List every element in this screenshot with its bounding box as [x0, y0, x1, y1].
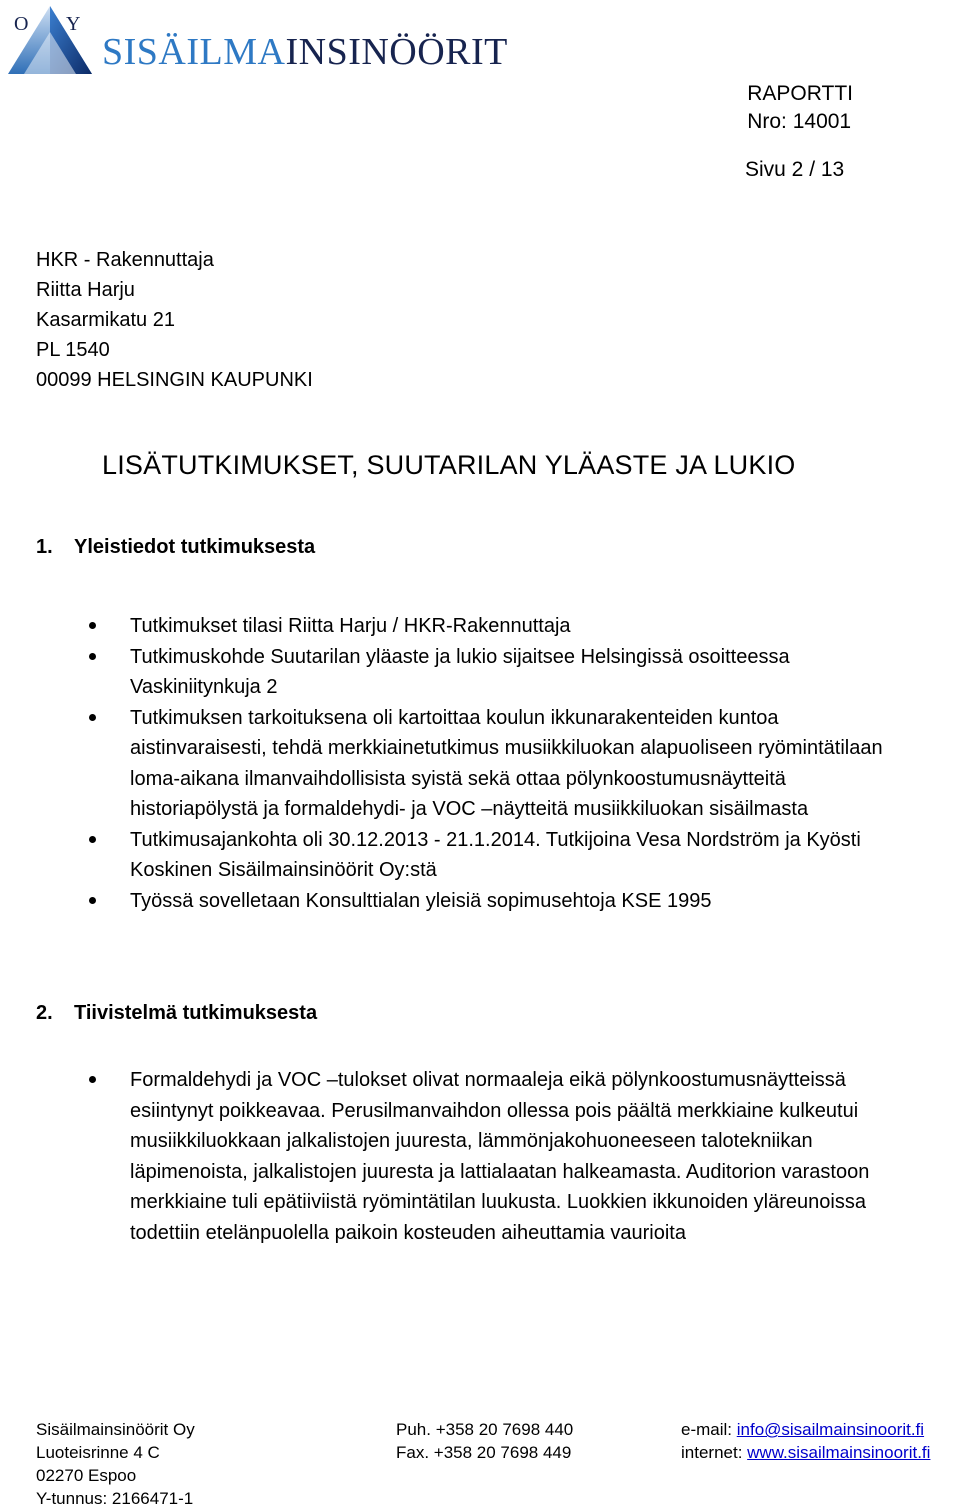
section-title: Yleistiedot tutkimuksesta [74, 536, 316, 558]
address-line: Kasarmikatu 21 [36, 309, 175, 331]
section-title: Tiivistelmä tutkimuksesta [74, 1002, 318, 1024]
address-line: Riitta Harju [36, 279, 135, 301]
page-number: Sivu 2 / 13 [745, 158, 845, 181]
footer-web-line [681, 1441, 930, 1464]
list-item: Formaldehydi ja VOC –tulokset olivat normaaleja eikä pölynkoostumusnäytteissä esiintynyt poikkeavaa. Perusilmanvaihdon ollessa pois päältä merkkiaine kulkeutui musiikkiluokkaan jalkalistojen juuresta, lämmönjakohuoneeseen talotekniikan läpimenoista, jalkalistojen juuresta ja lattialaatan halkeamasta. Auditorion varastoon merkkiaine tuli epätiiviistä ryömintätilan luukusta. Luokkien ikkunoiden yläreunoissa todettiin etelänpuolella paikoin kosteuden aiheuttamia vaurioita [0, 1065, 960, 1248]
website-link[interactable]: www.sisailmainsinoorit.fi [747, 1443, 931, 1462]
logo-word-dark: INSINÖÖRIT [285, 31, 508, 73]
logo-word-light: SISÄILMA [102, 31, 286, 73]
section-number: 2. [36, 1002, 53, 1024]
footer-street: Luoteisrinne 4 C [36, 1443, 160, 1462]
logo-wordmark [102, 30, 508, 74]
report-number: Nro: 14001 [747, 110, 852, 133]
report-label: RAPORTTI [747, 82, 853, 105]
footer-email-label: e-mail: [681, 1420, 737, 1439]
address-line: 00099 HELSINGIN KAUPUNKI [36, 369, 313, 391]
logo-emblem-icon [4, 2, 96, 76]
document-title: LISÄTUTKIMUKSET, SUUTARILAN YLÄASTE JA LUKIO [102, 450, 796, 480]
section-heading [0, 536, 960, 562]
report-header [747, 80, 853, 136]
footer-phone: Puh. +358 20 7698 440 [396, 1420, 574, 1439]
footer-contact [681, 1418, 930, 1464]
list-item: Tutkimuksen tarkoituksena oli kartoittaa koulun ikkunarakenteiden kuntoa aistinvaraisesti, tehdä merkkiainetutkimus musiikkiluokan alapuoliseen ryömintätilaan loma-aikana ilmanvaihdollisista syistä sekä ottaa pölynkoostumusnäytteitä historiapölystä ja formaldehydi- ja VOC –näytteitä musiikkiluokan sisäilmasta [0, 703, 960, 825]
recipient-address [36, 245, 313, 395]
svg-text:O: O [14, 13, 29, 35]
address-line: HKR - Rakennuttaja [36, 249, 214, 271]
footer-company-name: Sisäilmainsinöörit Oy [36, 1420, 195, 1439]
section-number: 1. [36, 536, 53, 558]
footer-company [36, 1418, 195, 1510]
section-1-bullets [0, 611, 960, 916]
list-item: Tutkimusajankohta oli 30.12.2013 - 21.1.2014. Tutkijoina Vesa Nordström ja Kyösti Koskinen Sisäilmainsinöörit Oy:stä [0, 825, 960, 886]
section-2-bullets [0, 1065, 960, 1248]
section-heading [0, 1002, 960, 1028]
address-line: PL 1540 [36, 339, 110, 361]
footer-web-label: internet: [681, 1443, 748, 1462]
footer-postal: 02270 Espoo [36, 1466, 137, 1485]
footer-phone-fax [396, 1418, 573, 1464]
list-item: Tutkimuskohde Suutarilan yläaste ja lukio sijaitsee Helsingissä osoitteessa Vaskiniitynkuja 2 [0, 642, 960, 703]
footer-fax: Fax. +358 20 7698 449 [396, 1443, 572, 1462]
footer-email-line [681, 1418, 930, 1441]
company-logo [0, 0, 560, 80]
email-link[interactable]: info@sisailmainsinoorit.fi [736, 1420, 925, 1439]
list-item: Tutkimukset tilasi Riitta Harju / HKR-Rakennuttaja [0, 611, 960, 642]
list-item: Työssä sovelletaan Konsulttialan yleisiä sopimusehtoja KSE 1995 [0, 886, 960, 917]
footer-business-id: Y-tunnus: 2166471-1 [36, 1489, 194, 1508]
svg-text:Y: Y [66, 13, 81, 35]
